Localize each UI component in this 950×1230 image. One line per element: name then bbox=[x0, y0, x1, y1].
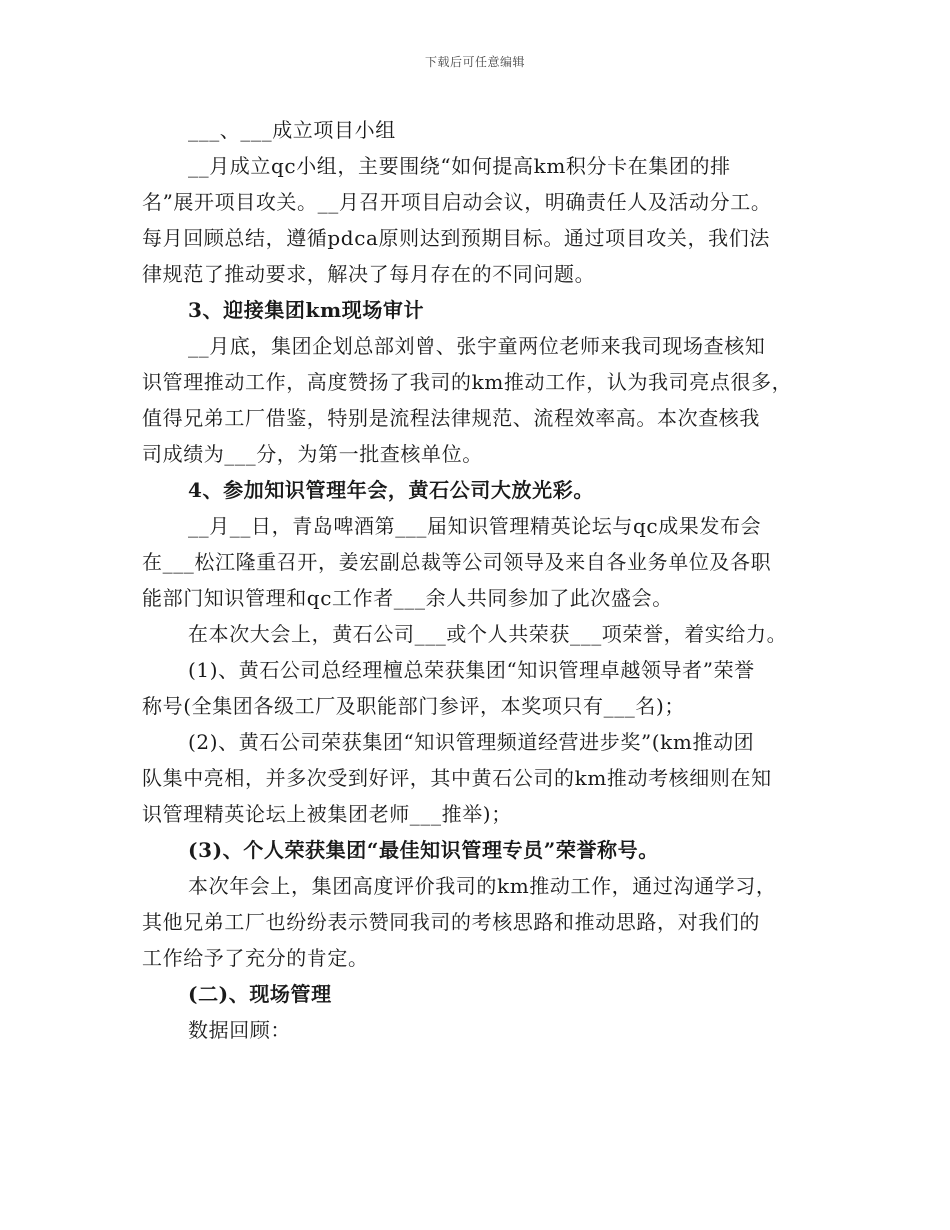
paragraph-line: 识管理精英论坛上被集团老师___推举)； bbox=[142, 802, 512, 826]
section-heading: (二)、现场管理 bbox=[188, 982, 332, 1006]
paragraph-line: 在本次大会上，黄石公司___或个人共荣获___项荣誉，着实给力。 bbox=[188, 622, 788, 646]
paragraph-line: 称号(全集团各级工厂及职能部门参评，本奖项只有___名)； bbox=[142, 694, 686, 718]
paragraph-line: (2)、黄石公司荣获集团“知识管理频道经营进步奖”(km推动团 bbox=[188, 730, 755, 754]
paragraph-line: 在___松江隆重召开，姜宏副总裁等公司领导及来自各业务单位及各职 bbox=[142, 550, 772, 574]
paragraph-line: 司成绩为___分，为第一批查核单位。 bbox=[142, 442, 483, 466]
paragraph-line: __月底，集团企划总部刘曾、张宇童两位老师来我司现场查核知 bbox=[188, 334, 766, 358]
paragraph-line: (1)、黄石公司总经理檀总荣获集团“知识管理卓越领导者”荣誉 bbox=[188, 658, 755, 682]
paragraph-line: 队集中亮相，并多次受到好评，其中黄石公司的km推动考核细则在知 bbox=[142, 766, 772, 790]
paragraph-line: 每月回顾总结，遵循pdca原则达到预期目标。通过项目攻关，我们法 bbox=[142, 226, 770, 250]
paragraph-line: __月成立qc小组，主要围绕“如何提高km积分卡在集团的排 bbox=[188, 154, 731, 178]
section-heading: 3、迎接集团km现场审计 bbox=[188, 298, 425, 322]
paragraph-line: 其他兄弟工厂也纷纷表示赞同我司的考核思路和推动思路，对我们的 bbox=[142, 910, 760, 934]
paragraph-line: 工作给予了充分的肯定。 bbox=[142, 946, 369, 970]
paragraph-line: 律规范了推动要求，解决了每月存在的不同问题。 bbox=[142, 262, 596, 286]
paragraph-line: 本次年会上，集团高度评价我司的km推动工作，通过沟通学习， bbox=[188, 874, 777, 898]
paragraph-line: 识管理推动工作，高度赞扬了我司的km推动工作，认为我司亮点很多， bbox=[142, 370, 793, 394]
paragraph-line: 值得兄弟工厂借鉴，特别是流程法律规范、流程效率高。本次查核我 bbox=[142, 406, 760, 430]
page-header: 下载后可任意编辑 bbox=[424, 55, 525, 69]
paragraph-line: 能部门知识管理和qc工作者___余人共同参加了此次盛会。 bbox=[142, 586, 673, 610]
paragraph-line: 数据回顾： bbox=[188, 1018, 291, 1042]
paragraph-line: __月__日，青岛啤酒第___届知识管理精英论坛与qc成果发布会 bbox=[188, 514, 762, 538]
section-heading: 4、参加知识管理年会，黄石公司大放光彩。 bbox=[188, 478, 594, 502]
section-heading: (3)、个人荣获集团“最佳知识管理专员”荣誉称号。 bbox=[188, 838, 659, 862]
document-body bbox=[142, 112, 812, 1048]
paragraph-line: 名”展开项目攻关。__月召开项目启动会议，明确责任人及活动分工。 bbox=[142, 190, 772, 214]
paragraph-line: ___、___成立项目小组 bbox=[188, 118, 396, 142]
